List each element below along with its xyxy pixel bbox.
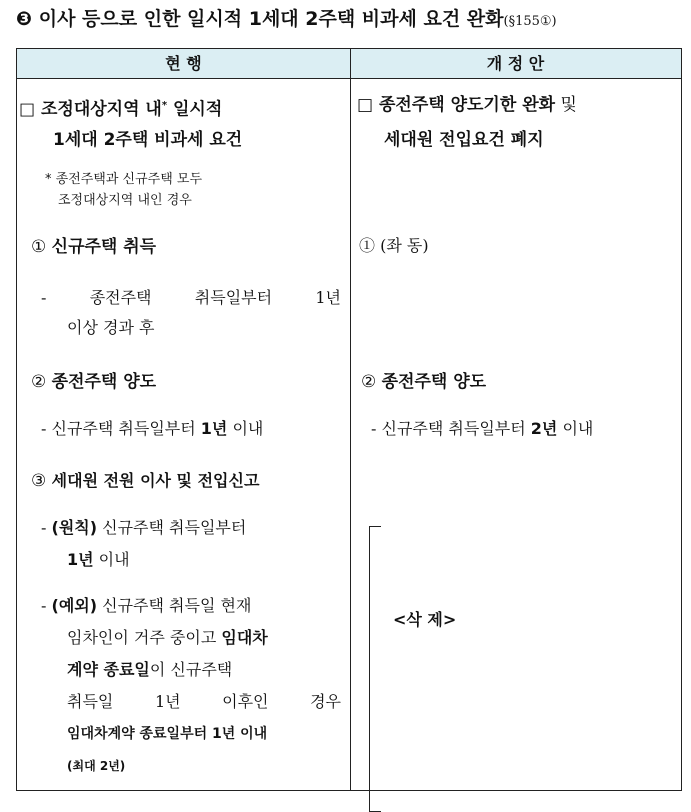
current-title-line1 [19,89,345,127]
proposed-item2-num: ② [361,372,377,392]
proposed-title-line2: 세대원 전입요건 폐지 [384,130,544,150]
current-item2-bold: 1년 [200,419,228,438]
rule-bold: 1년 [67,550,94,569]
exception-label: (예외) [51,596,98,615]
exception-line3-bold: 계약 종료일 [67,660,150,679]
current-exception-line5: 임대차계약 종료일부터 1년 이내 [67,726,268,742]
exception-line3-text: 이 신규주택 [149,660,233,679]
proposed-checkbox: □ [357,95,374,115]
proposed-item2-title: 종전주택 양도 [381,372,487,392]
current-item3-title: 세대원 전원 이사 및 전입신고 [51,471,260,490]
current-exception-line4: 취득일 1년 이후인 경우 [67,692,341,711]
current-footnote-line1: * 종전주택과 신규주택 모두 [45,172,203,187]
section-heading [16,4,686,37]
current-item2-title: 종전주택 양도 [51,372,157,392]
rule-label: (원칙) [51,518,98,537]
current-item3 [31,464,259,498]
proposed-title-bold: 종전주택 양도기한 완화 [378,95,556,115]
rule-text: 신규주택 취득일부터 [97,518,247,537]
current-title-line2: 1세대 2주택 비과세 요건 [53,130,243,150]
proposed-title-line1 [357,89,679,122]
deletion-bracket [369,526,381,812]
comparison-table [16,48,682,791]
current-checkbox: □ [19,99,36,120]
proposed-item2-bold: 2년 [530,419,558,438]
heading-marker: ❸ [16,8,33,30]
current-exception-line3 [67,655,341,685]
current-item1-line2: 이상 경과 후 [67,318,155,337]
current-item2-prefix: - 신규주택 취득일부터 [41,419,201,438]
proposed-item2 [361,366,486,399]
current-item2-suffix: 이내 [227,419,264,438]
current-item2-num: ② [31,372,47,392]
current-exception-line6: (최대 2년) [67,759,126,773]
current-title-sup: * [161,100,168,111]
current-exception-line2 [67,623,268,653]
proposed-title-join: 및 [555,95,577,115]
rule-suffix: 이내 [93,550,130,569]
heading-reference: (§155①) [503,14,557,29]
current-title-end: 일시적 [167,99,223,120]
header-proposed: 개 정 안 [486,54,545,73]
current-item1-line1: - 종전주택 취득일부터 1년 [41,288,341,307]
exception-line2-text: 임차인이 거주 중이고 [67,628,222,647]
current-title-text: 조정대상지역 내 [40,99,162,120]
proposed-deleted: <삭 제> [393,610,457,629]
exception-line1-text: 신규주택 취득일 현재 [97,596,252,615]
proposed-item1: ① (좌 동) [359,236,429,255]
column-divider [350,49,351,790]
proposed-item2-detail [371,414,593,444]
current-item1-title: 신규주택 취득 [51,237,157,257]
table-header [17,49,681,79]
current-item1-num: ① [31,237,47,257]
heading-text: 이사 등으로 인한 일시적 1세대 2주택 비과세 요건 완화 [38,8,504,30]
current-rule-line1: - (원칙) 신규주택 취득일부터 [41,518,247,537]
proposed-item2-prefix: - 신규주택 취득일부터 [371,419,531,438]
current-rule-line2 [67,545,130,575]
header-current: 현 행 [165,54,202,73]
exception-line2-bold: 임대차 [221,628,268,647]
current-item3-num: ③ [31,471,47,491]
current-item1 [31,231,156,264]
current-exception-line1: - (예외) 신규주택 취득일 현재 [41,596,252,615]
current-footnote-line2: 조정대상지역 내인 경우 [58,193,192,208]
current-item2 [31,366,156,399]
current-item2-detail [41,414,263,444]
proposed-item2-suffix: 이내 [557,419,594,438]
